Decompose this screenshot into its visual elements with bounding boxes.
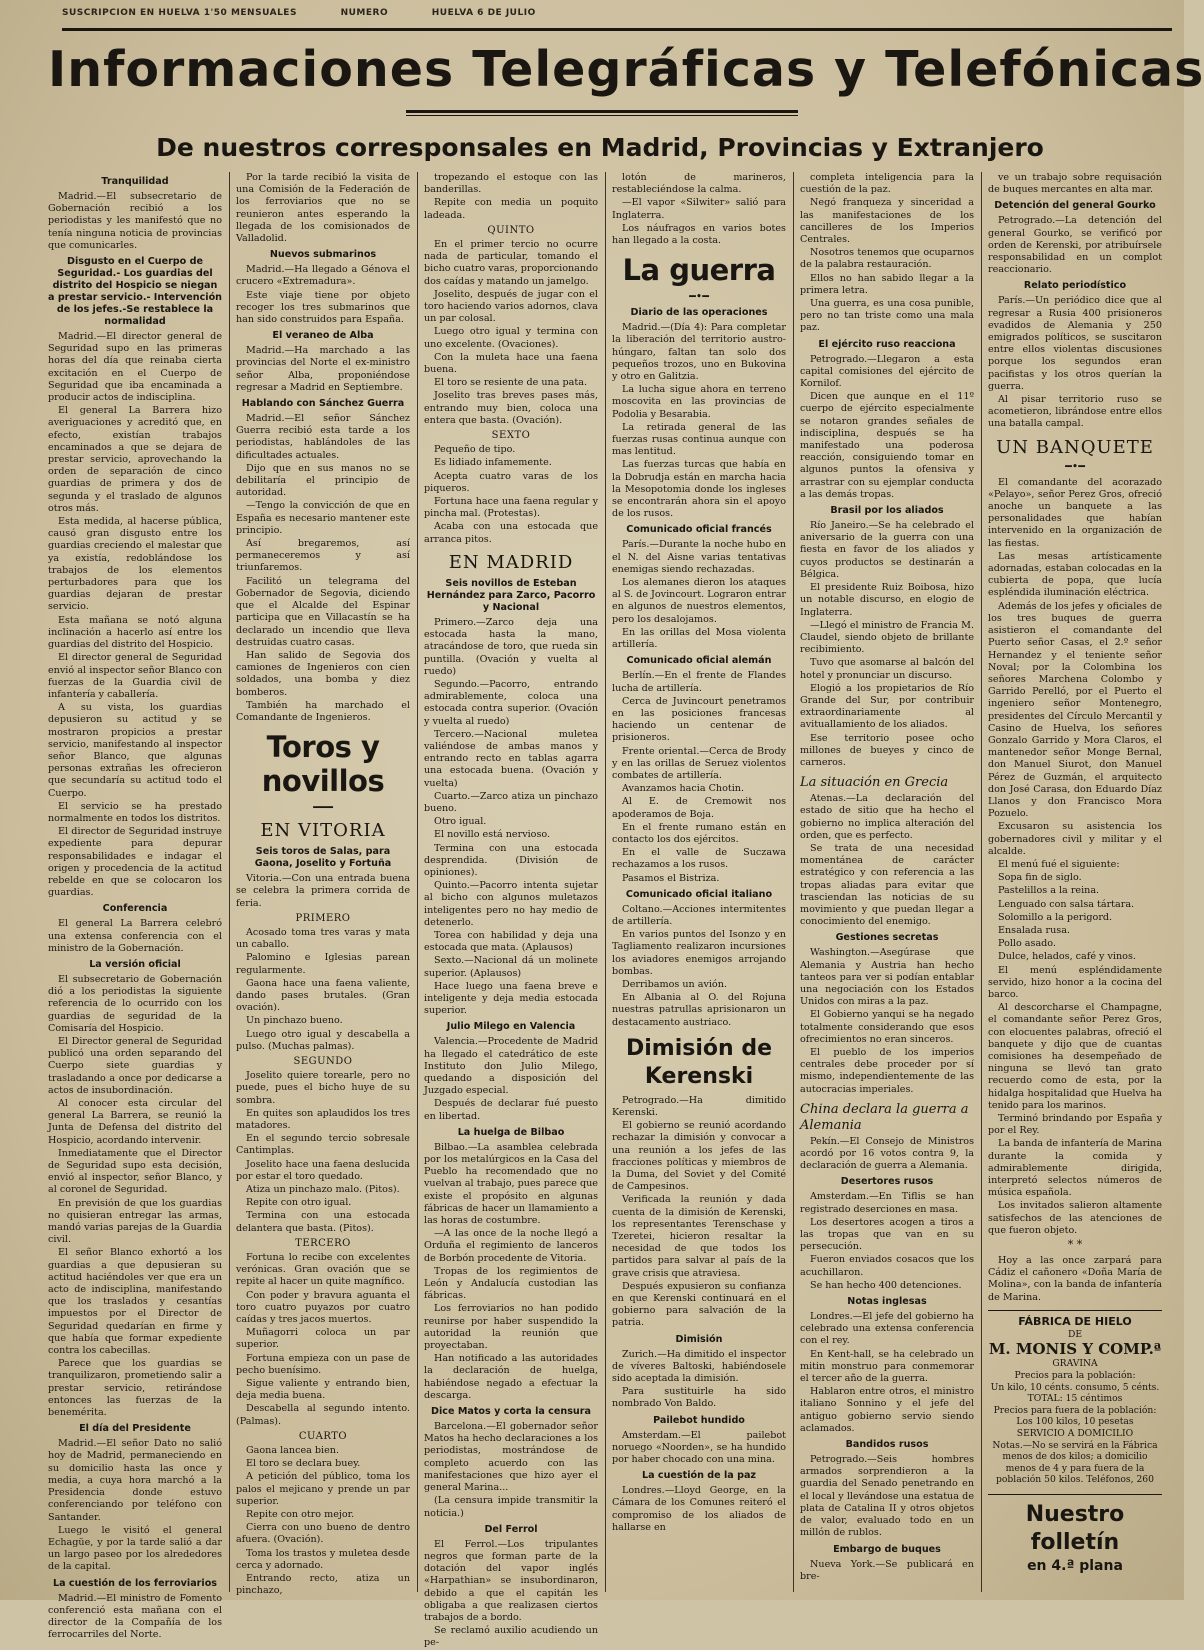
article-paragraph: Los invitados salieron altamente satisfechos de las atenciones de que fueron objeto.	[988, 1200, 1162, 1236]
article-paragraph: Facilitó un telegrama del Gobernador de Segovia, diciendo que el Alcalde del Espinar participa que en Villacastín se ha declarado un incendio que lleva destruidas cuatro casas.	[236, 575, 410, 648]
article-paragraph: Acepta cuatro varas de los piqueros.	[424, 470, 598, 494]
article-paragraph: Torea con habilidad y deja una estocada que mata. (Aplausos)	[424, 929, 598, 954]
columns-area	[48, 172, 1172, 1649]
article-paragraph: Sigue valiente y entrando bien, deja media buena.	[236, 1378, 410, 1402]
article-paragraph: Joselito hace una faena deslucida por estar el toro quedado.	[236, 1158, 410, 1182]
article-paragraph: Tropas de los regimientos de León y Andalucía custodian las fábricas.	[424, 1265, 598, 1302]
italic-headline: La situación en Grecia	[800, 775, 949, 791]
article-paragraph: Por la tarde recibió la visita de una Comisión de la Federación de los ferroviarios que no se reunieron antes esperando la llegada de los comisionados de Valladolid.	[236, 172, 410, 245]
article-paragraph: Esta medida, al hacerse pública, causó gran disgusto entre los guardias creciendo el malestar que ya existía, redoblándose los trabajos de los elementos perturbadores para que los guardias dejaran de prestar servicio.	[48, 516, 222, 613]
article-paragraph: Frente oriental.—Cerca de Brody y en las orillas de Seruez violentos combates de artillería.	[612, 745, 786, 781]
column-4	[612, 172, 786, 1592]
section-label: QUINTO	[487, 224, 535, 236]
article-paragraph: Fortuna lo recibe con excelentes verónicas. Gran ovación que se repite al hacer un quite magnífico.	[236, 1252, 410, 1288]
article-paragraph: Terminó brindando por España y por el Rey.	[988, 1113, 1162, 1137]
section-label: TERCERO	[295, 1237, 351, 1249]
article-paragraph: Madrid.—El subsecretario de Gobernación recibió a los periodistas y les manifestó que no tenía ninguna noticia de provincias que comunicarles.	[48, 191, 222, 251]
article-headline: Gestiones secretas	[835, 932, 939, 944]
section-label: SEGUNDO	[293, 1055, 353, 1067]
article-paragraph: Primero.—Zarco deja una estocada hasta la mano, atracándose de toro, que rueda sin puntilla. (Ovación y vuelta al ruedo)	[424, 616, 598, 677]
article-paragraph: Pekín.—El Consejo de Ministros acordó por 16 votos contra 9, la declaración de guerra a Alemania.	[800, 1135, 974, 1172]
article-headline: Disgusto en el Cuerpo de Seguridad.- Los guardias del distrito del Hospicio se niegan a prestar servicio.- Intervención de los jefes.-Se restablece la normalidad	[48, 256, 222, 328]
article-paragraph: Joselito, después de jugar con el toro haciendo varios adornos, clava un par colosal.	[424, 288, 598, 325]
article-paragraph: El toro se resiente de una pata.	[434, 377, 587, 389]
article-paragraph: Fortuna empieza con un pase de pecho buenísimo.	[236, 1352, 410, 1376]
article-paragraph: A su vista, los guardias depusieron su actitud y se mostraron propicios a prestar servicio, manifestando al inspector señor Blanco, que algunas personas extrañas les ofrecieron que secundaría su actitud todo el Cuerpo.	[48, 702, 222, 799]
article-paragraph: Los desertores acogen a tiros a las tropas que van en su persecución.	[800, 1216, 974, 1253]
column-1	[48, 172, 222, 1641]
article-paragraph: En el primer tercio no ocurre nada de particular, tomando el bicho cuatro varas, proporcionando dos caídas y matando un jamelgo.	[424, 239, 598, 287]
article-paragraph: Dicen que aunque en el 11º cuerpo de ejército especialmente se notaron grandes señales de indisciplina, después se ha manifestado una poderosa reacción, consiguiendo tomar en algunos puntos la ofensiva y arrastrar con su ejemplar conducta a las demás tropas.	[800, 391, 974, 500]
ad-line: Los 100 kilos, 10 pesetas	[1016, 1416, 1134, 1428]
article-paragraph: Tuvo que asomarse al balcón del hotel y pronunciar un discurso.	[800, 657, 974, 681]
article-paragraph: El gobierno se reunió acordando rechazar la dimisión y convocar a una reunión a los jefes de las fracciones políticas y miembros de la Duma, del Soviet y del Comité de Campesinos.	[612, 1120, 786, 1193]
article-paragraph: Berlín.—En el frente de Flandes lucha de artillería.	[612, 670, 786, 694]
article-paragraph: En previsión de que los guardias no quisieran entregar las armas, mandó varias parejas de la Guardia civil.	[48, 1197, 222, 1246]
section-masthead: Informaciones Telegráficas y Telefónicas	[48, 41, 1204, 98]
article-paragraph: También ha marchado el Comandante de Ingenieros.	[236, 699, 410, 723]
article-paragraph: Londres.—El jefe del gobierno ha celebrado una extensa conferencia con el rey.	[800, 1311, 974, 1347]
article-paragraph: En las orillas del Mosa violenta artillería.	[612, 626, 786, 651]
article-paragraph: En quites son aplaudidos los tres matadores.	[236, 1107, 410, 1131]
article-paragraph: —Tengo la convicción de que en España es necesario mantener este principio.	[236, 500, 410, 536]
article-paragraph: El menú espléndidamente servido, hizo honor a la cocina del barco.	[988, 964, 1162, 1000]
article-headline: Detención del general Gourko	[994, 200, 1156, 212]
article-paragraph: En el segundo tercio sobresale Cantimplas.	[236, 1133, 410, 1157]
article-paragraph: El general La Barrera celebró una extensa conferencia con el ministro de la Gobernación.	[48, 918, 222, 954]
article-paragraph: Atiza un pinchazo malo. (Pitos).	[246, 1184, 400, 1195]
article-headline: La cuestión de los ferroviarios	[52, 1577, 217, 1589]
article-paragraph: París.—Durante la noche hubo en el N. del Aisne varias tentativas enemigas siendo rechazadas.	[612, 539, 786, 575]
ornament-rule: * *	[1067, 1238, 1083, 1252]
major-headline: Toros y novillos	[261, 730, 385, 799]
article-paragraph: Fueron enviados cosacos que los acuchillaron.	[800, 1254, 974, 1278]
article-paragraph: Amsterdam.—En Tiflis se han registrado deserciones en masa.	[800, 1191, 974, 1215]
article-paragraph: Para sustituirle ha sido nombrado Von Baldo.	[612, 1386, 786, 1410]
article-paragraph: El director general de Seguridad envió al inspector señor Blanco con fuerzas de la Guardia civil de infantería y caballería.	[48, 652, 222, 700]
article-paragraph: Gaona hace una faena valiente, dando pases brutales. (Gran ovación).	[236, 977, 410, 1014]
section-headline: EN MADRID	[448, 551, 574, 573]
article-paragraph: Repite con otro mejor.	[246, 1509, 355, 1521]
column-rule	[981, 172, 982, 1592]
article-paragraph: Luego le visitó el general Echagüe, y por la tarde salió a dar un largo paseo por los alrededores de la capital.	[48, 1524, 222, 1573]
ad-line: Notas.—No se servirá en la Fábrica menos de dos kilos; a domicilio menos de 4 y para fuera de la población 50 kilos. Teléfonos, 260	[992, 1439, 1158, 1486]
article-headline: Dimisión	[675, 1333, 723, 1345]
article-paragraph: Acaba con una estocada que arranca pitos.	[424, 521, 598, 545]
article-paragraph: Vitoria.—Con una entrada buena se celebra la primera corrida de feria.	[236, 873, 410, 909]
article-paragraph: Cerca de Juvincourt penetramos en las posiciones francesas haciendo un centenar de prisioneros.	[612, 695, 786, 744]
ornament-rule: ━━━	[313, 801, 333, 815]
article-paragraph: El Director general de Seguridad publicó una orden separando del Cuerpo siete guardias y trasladando a once por dedicarse a actos de insubordinación.	[48, 1035, 222, 1096]
article-headline: Comunicado oficial alemán	[626, 655, 772, 667]
article-paragraph: Los ferroviarios no han podido reunirse por haber suspendido la autoridad la reunión que proyectaban.	[424, 1303, 598, 1352]
article-paragraph: Con poder y bravura aguanta el toro cuatro puyazos por cuatro caídas y tres jacos muertos.	[236, 1289, 410, 1326]
article-paragraph: París.—Un periódico dice que al regresar a Rusia 400 prisioneros evadidos de Alemania y 250 emigrados políticos, se suscitaron entre ellos violentas discusiones porque los segundos eran pacifistas y los otros querían la guerra.	[988, 295, 1162, 392]
article-paragraph: Ensalada rusa.	[998, 924, 1070, 936]
article-headline: Seis novillos de Esteban Hernández para Zarco, Pacorro y Nacional	[426, 577, 596, 613]
column-3	[424, 172, 598, 1649]
article-paragraph: Otro igual.	[434, 816, 487, 828]
article-headline: Dice Matos y corta la censura	[431, 1406, 591, 1418]
article-paragraph: Los alemanes dieron los ataques al S. de Jovincourt. Lograron entrar en algunos de nuestros elementos, pero los desalojamos.	[612, 577, 786, 625]
article-paragraph: Después expusieron su confianza en que Kerenski continuará en el gobierno para salvación de la patria.	[612, 1280, 786, 1329]
article-paragraph: A petición del público, toma los palos el mejicano y prende un par superior.	[236, 1471, 410, 1507]
article-paragraph: Pastelillos a la reina.	[998, 885, 1100, 897]
article-paragraph: Ellos no han sabido llegar a la primera letra.	[800, 272, 974, 296]
article-paragraph: Muñagorri coloca un par superior.	[236, 1327, 410, 1351]
article-paragraph: —Llegó el ministro de Francia M. Claudel, siendo objeto de brillante recibimiento.	[800, 619, 974, 656]
article-paragraph: Petrogrado.—Ha dimitido Kerenski.	[612, 1094, 786, 1118]
article-paragraph: Zurich.—Ha dimitido el inspector de víveres Baltoski, habiéndosele sido aceptada la dimisión.	[612, 1348, 786, 1385]
article-paragraph: Han notificado a las autoridades la declaración de huelga, habiéndose negado a efectuar la descarga.	[424, 1353, 598, 1401]
article-paragraph: El comandante del acorazado «Pelayo», señor Perez Gros, ofreció anoche un banquete a las personalidades que habían intervenido en la organización de las fiestas.	[988, 476, 1162, 549]
article-paragraph: En Kent-hall, se ha celebrado un mitin monstruo para conmemorar el tercer año de la guerra.	[800, 1348, 974, 1385]
article-paragraph: Las fuerzas turcas que había en la Dobrudja están en marcha hacia la Mesopotomia donde los ingleses se encontrarán ahora sin el apoyo de los rusos.	[612, 459, 786, 520]
article-paragraph: Madrid.—Ha llegado a Génova el crucero «Extremadura».	[236, 264, 410, 288]
ad-line: Precios para fuera de la población:	[993, 1404, 1157, 1416]
article-paragraph: Negó franqueza y sinceridad a las manifestaciones de los cancilleres de los Imperios Centrales.	[800, 197, 974, 246]
article-headline: Relato periodístico	[1023, 280, 1127, 292]
article-headline: Tranquilidad	[101, 176, 169, 187]
article-paragraph: Petrogrado.—Llegaron a esta capital comisiones del ejército de Kornilof.	[800, 353, 974, 390]
article-paragraph: Nosotros tenemos que ocuparnos de la palabra restauración.	[800, 247, 974, 271]
article-paragraph: Se han hecho 400 detenciones.	[810, 1279, 962, 1291]
article-paragraph: Así bregaremos, así permaneceremos y así triunfaremos.	[236, 538, 410, 574]
article-paragraph: Petrogrado.—La detención del general Gourko, se verificó por orden de Kerenski, por atribuírsele responsabilidad en un complot reaccionario.	[988, 215, 1162, 276]
article-paragraph: Se reclamó auxilio acudiendo un pe-	[424, 1625, 598, 1649]
article-headline: Hablando con Sánchez Guerra	[241, 398, 405, 410]
article-headline: Seis toros de Salas, para Gaona, Joselito y Fortuña	[254, 846, 392, 870]
column-rule	[605, 172, 606, 1592]
article-paragraph: Lenguado con salsa tártara.	[998, 898, 1135, 910]
article-paragraph: Luego otro igual y descabella a pulso. (Muchas palmas).	[236, 1028, 410, 1052]
article-headline: El día del Presidente	[79, 1423, 191, 1435]
ornament-rule: ━•━	[1065, 459, 1085, 473]
article-paragraph: Se trata de una necesidad momentánea de carácter estratégico y con referencia a las tropas aliadas para evitar que trasciendan las noticias de su movimiento y que puedan llegar a conocimiento del enemigo.	[800, 842, 974, 928]
section-label: SEXTO	[491, 430, 531, 442]
article-paragraph: Madrid.—El señor Dato no salió hoy de Madrid, permaneciendo en su domicilio hasta las once y media, a cuya hora marchó a la Presidencia donde estuvo conferenciando por teléfono con Santander.	[48, 1438, 222, 1523]
article-paragraph: En varios puntos del Isonzo y en Tagliamento realizaron incursiones los aviadores enemigos arrojando bombas.	[612, 929, 786, 977]
article-headline: Conferencia	[102, 903, 168, 915]
folletin-page: en 4.ª plana	[1027, 1557, 1123, 1574]
column-rule	[793, 172, 794, 1592]
major-headline: Dimisión de Kerenski	[625, 1035, 772, 1089]
article-paragraph: Río Janeiro.—Se ha celebrado el aniversario de la guerra con una fiesta en favor de los aliados y cuyos productos se destinarán a Bélgica.	[800, 520, 974, 580]
article-paragraph: Derribamos un avión.	[622, 978, 727, 990]
article-paragraph: Sexto.—Nacional dá un molinete superior. (Aplausos)	[424, 955, 598, 979]
article-paragraph: Pollo asado.	[998, 938, 1056, 950]
article-paragraph: Madrid.—El ministro de Fomento conferenció esta mañana con el director de la Compañía de los ferrocarriles del Norte.	[48, 1592, 222, 1641]
ad-place: GRAVINA	[1052, 1358, 1098, 1370]
article-paragraph: Atenas.—La declaración del estado de sitio que ha hecho el gobierno no implica alteración del orden, que es perfecto.	[800, 793, 974, 841]
article-paragraph: Tercero.—Nacional muletea valiéndose de ambas manos y entrando recto en tablas agarra una estocada buena. (Ovación y vuelta)	[424, 728, 598, 789]
article-paragraph: El novillo está nervioso.	[434, 829, 551, 841]
article-paragraph: Dulce, helados, café y vinos.	[998, 951, 1136, 963]
article-paragraph: lotón de marineros, restableciéndose la calma.	[612, 172, 786, 196]
italic-headline: China declara la guerra a Alemania	[800, 1101, 969, 1133]
ad-title: FÁBRICA DE HIELO	[1018, 1314, 1132, 1328]
article-paragraph: Al conocer esta circular del general La Barrera, se reunió la Junta de Defensa del distrito del Hospicio, acordando intervenir.	[48, 1098, 222, 1146]
article-paragraph: Una guerra, es una cosa punible, pero no tan triste como una mala paz.	[800, 298, 974, 334]
article-paragraph: Joselito quiere torearle, pero no puede, pues el bicho huye de su sombra.	[236, 1070, 410, 1106]
article-headline: Diario de las operaciones	[630, 307, 768, 319]
section-label: PRIMERO	[295, 912, 351, 924]
article-paragraph: Bilbao.—La asamblea celebrada por los metalúrgicos en la Casa del Pueblo ha recomendado que no vuelvan al trabajo, pues parece que existe el propósito en algunas fábricas de hacer un llamamiento a las horas de costumbre.	[424, 1141, 598, 1227]
article-headline: La cuestión de la paz	[641, 1470, 757, 1482]
ad-line: Precios para la población:	[1014, 1370, 1136, 1382]
article-paragraph: Han salido de Segovia dos camiones de Ingenieros con cien soldados, una bomba y diez bomberos.	[236, 649, 410, 698]
article-paragraph: Madrid.—(Día 4): Para completar la liberación del territorio austro-húngaro, faltan tan solo dos pequeños trozos, uno en Bukovina y otro en Galitzia.	[612, 322, 786, 383]
article-paragraph: Entrando recto, atiza un pinchazo,	[236, 1573, 410, 1597]
article-paragraph: El subsecretario de Gobernación dió a los periodistas la siguiente referencia de lo ocurrido con los guardias de seguridad de la Comisaría del Hospicio.	[48, 973, 222, 1034]
issue-number: NUMERO	[340, 8, 389, 18]
article-paragraph: Madrid.—Ha marchado a las provincias del Norte el ex-ministro señor Alba, proponiéndose regresar a Madrid en Septiembre.	[236, 345, 410, 393]
article-paragraph: Pequeño de tipo.	[434, 444, 516, 456]
article-headline: Bandidos rusos	[845, 1439, 929, 1451]
article-headline: Julio Milego en Valencia	[446, 1021, 576, 1033]
ad-company: M. MONIS Y COMP.ª	[988, 1340, 1162, 1359]
article-headline: La versión oficial	[89, 958, 181, 970]
article-paragraph: Barcelona.—El gobernador señor Matos ha hecho declaraciones a los periodistas, mostrándose de completo acuerdo con las manifestaciones que hizo ayer el general Marina...	[424, 1421, 598, 1494]
article-paragraph: Con la muleta hace una faena buena.	[424, 351, 598, 376]
article-paragraph: El pueblo de los imperios centrales debe proceder por sí mismo, independientemente de las autocracias imperiales.	[800, 1047, 974, 1095]
article-paragraph: Toma los trastos y muletea desde cerca y adornado.	[236, 1547, 410, 1571]
article-paragraph: La lucha sigue ahora en terreno moscovita en las provincias de Podolia y Besarabia.	[612, 384, 786, 420]
article-paragraph: Al E. de Cremowit nos apoderamos de Boja.	[612, 796, 786, 820]
ad-body	[988, 1370, 1162, 1486]
article-paragraph: Hace luego una faena breve e inteligente y deja media estocada superior.	[424, 980, 598, 1017]
article-paragraph: Al pisar territorio ruso se acometieron, librándose entre ellos una batalla campal.	[988, 394, 1162, 430]
article-paragraph: ve un trabajo sobre requisación de buques mercantes en alta mar.	[988, 172, 1162, 196]
article-paragraph: El general La Barrera hizo averiguaciones y acreditó que, en efecto, existían trabajos encaminados a que se dejara de prestar servicio, aprovechando la orden de separación de cinco guardias de primera y dos de segunda y el traslado de algunos otros más.	[48, 405, 222, 514]
issue-date: HUELVA 6 DE JULIO	[431, 8, 536, 18]
article-paragraph: Después de declarar fué puesto en libertad.	[424, 1098, 598, 1122]
article-paragraph: Avanzamos hacia Chotin.	[622, 783, 745, 795]
article-paragraph: En el frente rumano están en contacto los dos ejércitos.	[612, 821, 786, 845]
article-paragraph: El servicio se ha prestado normalmente en todos los distritos.	[48, 800, 222, 824]
section-label: CUARTO	[298, 1430, 348, 1442]
column-rule	[417, 172, 418, 1592]
article-paragraph: Descabella al segundo intento. (Palmas).	[236, 1403, 410, 1427]
ad-line: SERVICIO A DOMICILIO	[1016, 1428, 1134, 1440]
article-paragraph: tropezando el estoque con las banderillas.	[424, 172, 598, 196]
article-headline: El veraneo de Alba	[272, 330, 374, 342]
article-headline: Desertores rusos	[840, 1176, 934, 1188]
folletin-title: Nuestro folletín	[1025, 1501, 1125, 1555]
article-paragraph: El director de Seguridad instruye expediente para depurar responsabilidades e indagar el origen y procedencia de la actitud rebelde en que se colocaron los guardias.	[48, 826, 222, 899]
column-2	[236, 172, 410, 1597]
article-headline: La huelga de Bilbao	[457, 1126, 565, 1138]
ice-factory-ad	[988, 1310, 1162, 1486]
article-paragraph: Madrid.—El señor Sánchez Guerra recibió esta tarde a los periodistas, hablándoles de las dificultades actuales.	[236, 413, 410, 461]
article-paragraph: La retirada general de las fuerzas rusas continua aunque con mas lentitud.	[612, 421, 786, 458]
article-paragraph: —El vapor «Silwiter» salió para Inglaterra.	[612, 197, 786, 221]
article-paragraph: Dijo que en sus manos no se debilitaría el principio de autoridad.	[236, 462, 410, 499]
article-headline: Pailebot hundido	[653, 1414, 745, 1426]
section-subhead: De nuestros corresponsales en Madrid, Provincias y Extranjero	[156, 133, 1044, 162]
article-paragraph: Segundo.—Pacorro, entrando admirablemente, coloca una estocada contra superior. (Ovación y vuelta al ruedo)	[424, 678, 598, 727]
article-paragraph: Los náufragos en varios botes han llegado a la costa.	[612, 222, 786, 247]
article-paragraph: Gaona lancea bien.	[246, 1445, 340, 1457]
article-paragraph: Fortuna hace una faena regular y pincha mal. (Protestas).	[424, 496, 598, 520]
section-headline: EN VITORIA	[260, 820, 386, 842]
article-paragraph: Nueva York.—Se publicará en bre-	[800, 1558, 974, 1582]
article-paragraph: Amsterdam.—El pailebot noruego «Noorden», se ha hundido por haber chocado con una mina.	[612, 1429, 786, 1466]
article-paragraph: Petrogrado.—Seis hombres armados sorprendieron a la guardia del Senado penetrando en el local y llevándose una estatua de plata de Catalina II y otros objetos de valor, evaluado todo en un millón de rublos.	[800, 1454, 974, 1539]
article-paragraph: Luego otro igual y termina con uno excelente. (Ovaciones).	[424, 326, 598, 350]
article-paragraph: Cuarto.—Zarco atiza un pinchazo bueno.	[424, 790, 598, 814]
article-paragraph: Palomino e Iglesias parean regularmente.	[236, 952, 410, 976]
article-paragraph: (La censura impide transmitir la noticia.)	[424, 1495, 598, 1519]
article-paragraph: El señor Blanco exhortó a los guardias a que depusieran su actitud haciéndoles ver que era un acto de indisciplina, manifestando que los traslados y cesantías impuestos por el Director de Seguridad quedarían en firme y que había que formar expediente contra los cabecillas.	[48, 1247, 222, 1357]
article-paragraph: Ese territorio posee ocho millones de bueyes y cinco de carneros.	[800, 732, 974, 768]
article-paragraph: El toro se declara buey.	[246, 1458, 361, 1470]
article-paragraph: —A las once de la noche llegó a Orduña el regimiento de lanceros de Borbón procedente de Vitoria.	[424, 1228, 598, 1264]
article-paragraph: Valencia.—Procedente de Madrid ha llegado el catedrático de este Instituto don Julio Milego, quedando a disposición del Juzgado especial.	[424, 1036, 598, 1097]
article-headline: Del Ferrol	[484, 1523, 538, 1535]
article-paragraph: Este viaje tiene por objeto recoger los tres submarinos que han sido construidos para España.	[236, 289, 410, 326]
article-paragraph: Excusaron su asistencia los gobernadores civil y militar y el alcalde.	[988, 821, 1162, 857]
article-paragraph: Repite con otro igual.	[246, 1197, 352, 1209]
article-headline: Brasil por los aliados	[830, 505, 944, 517]
article-paragraph: Madrid.—El director general de Seguridad supo en las primeras horas del día que reinaba cierta excitación en el Cuerpo de Seguridad que iba encaminada a producir actos de indisciplina.	[48, 331, 222, 404]
article-headline: Nuevos submarinos	[269, 249, 377, 261]
ad-line: Un kilo, 10 cénts. consumo, 5 cénts.	[990, 1381, 1160, 1393]
article-headline: Comunicado oficial francés	[626, 524, 772, 536]
article-paragraph: Quinto.—Pacorro intenta sujetar al bicho con algunos muletazos inteligentes pero no hay medio de detenerlo.	[424, 880, 598, 928]
article-paragraph: Washington.—Asegúrase que Alemania y Austria han hecho tanteos para ver si podían entablar una negociación con los Estados Unidos con miras a la paz.	[800, 947, 974, 1008]
article-headline: Notas inglesas	[847, 1296, 927, 1308]
article-paragraph: Repite con media un poquito ladeada.	[424, 197, 598, 221]
article-paragraph: Es lidiado infamemente.	[434, 457, 552, 469]
article-paragraph: El Ferrol.—Los tripulantes negros que forman parte de la dotación del vapor inglés «Harpathian» se insubordinaron, debido a que el capitán les obligaba a que realizasen ciertos trabajos de a bordo.	[424, 1538, 598, 1623]
ad-de: DE	[1067, 1328, 1083, 1340]
masthead-rule	[406, 110, 798, 113]
column-rule	[229, 172, 230, 1592]
article-paragraph: El presidente Ruiz Boibosa, hizo un notable discurso, en elogio de Inglaterra.	[800, 582, 974, 618]
article-paragraph: Solomillo a la perigord.	[998, 911, 1113, 923]
article-headline: Embargo de buques	[833, 1543, 941, 1555]
article-paragraph: Joselito tras breves pases más, entrando muy bien, coloca una entera que basta. (Ovación).	[424, 390, 598, 426]
article-headline: Comunicado oficial italiano	[625, 888, 773, 900]
article-paragraph: Hoy a las once zarpará para Cádiz el cañonero «Doña María de Molina», con la banda de infantería de Marina.	[988, 1255, 1162, 1303]
folletin-box	[988, 1494, 1162, 1575]
section-headline: UN BANQUETE	[996, 436, 1154, 458]
article-paragraph: Termina con una estocada desprendida. (División de opiniones).	[424, 842, 598, 878]
article-paragraph: Termina con una estocada delantera que basta. (Pitos).	[236, 1210, 410, 1234]
article-paragraph: Pasamos el Bistriza.	[622, 872, 720, 884]
article-paragraph: El Gobierno yanqui se ha negado totalmente considerando que esos ofrecimientos no eran sinceros.	[800, 1009, 974, 1045]
article-paragraph: Sopa fin de siglo.	[998, 872, 1082, 884]
ornament-rule: ━•━	[689, 290, 709, 304]
article-paragraph: Las mesas artísticamente adornadas, estaban colocadas en la cubierta de popa, que lucía espléndida iluminación eléctrica.	[988, 550, 1162, 599]
article-paragraph: Parece que los guardias se tranquilizaron, prometiendo salir a prestar servicio, retirándose entonces las fuerzas de la benemérita.	[48, 1358, 222, 1419]
article-paragraph: Un pinchazo bueno.	[246, 1015, 343, 1027]
top-strip	[62, 8, 1172, 31]
article-headline: El ejército ruso reacciona	[818, 338, 956, 350]
ad-line: TOTAL: 15 céntimos	[1027, 1393, 1123, 1405]
article-paragraph: Elogió a los propietarios de Río Grande del Sur, por contribuir extraordinariamente al avituallamiento de los aliados.	[800, 682, 974, 731]
subscription-note: SUSCRIPCION EN HUELVA 1'50 MENSUALES	[62, 8, 297, 18]
column-5	[800, 172, 974, 1592]
article-paragraph: Coltano.—Acciones intermitentes de artillería.	[612, 903, 786, 927]
article-paragraph: Esta mañana se notó alguna inclinación a hacerlo así entre los guardias del distrito del Hospicio.	[48, 614, 222, 651]
major-headline: La guerra	[622, 253, 776, 288]
article-paragraph: completa inteligencia para la cuestión de la paz.	[800, 172, 974, 196]
article-paragraph: Londres.—Lloyd George, en la Cámara de los Comunes reiteró el compromiso de los aliados de hallarse en	[612, 1485, 786, 1533]
article-paragraph: En el valle de Suczawa rechazamos a los rusos.	[612, 847, 786, 871]
article-paragraph: La banda de infantería de Marina durante la comida y admirablemente dirigida, interpretó selectos números de música española.	[988, 1138, 1162, 1199]
article-paragraph: Además de los jefes y oficiales de los tres buques de guerra asistieron el comandante del Puerto señor Casas, el 2.º señor Hernandez y el teniente señor Noval; por la Colombina los señores Marchena Colombo y Garrido Perelló, por el Puerto el ingeniero señor Montenegro, presidentes del Círculo Mercantil y Casino de Huelva, los señores Gonzalo Garrido y Mora Claros, el mantenedor señor Monge Bernal, don Manuel Siurot, don Manuel Pérez de Guzmán, el arquitecto don José Carasa, don Eduardo Díaz Llanos y don Francisco Mora Pozuelo.	[988, 600, 1162, 820]
article-paragraph: Cierra con uno bueno de dentro afuera. (Ovación).	[236, 1522, 410, 1546]
blocks-slot	[988, 172, 1162, 1304]
article-paragraph: Inmediatamente que el Director de Seguridad supo esta decisión, envió al inspector, señor Blanco, y al coronel de Seguridad.	[48, 1147, 222, 1196]
article-paragraph: El menú fué el siguiente:	[998, 858, 1120, 870]
article-paragraph: Acosado toma tres varas y mata un caballo.	[236, 926, 410, 951]
article-paragraph: Al descorcharse el Champagne, el comandante señor Perez Gros, con elocuentes palabras, ofreció el banquete y dijo que de cuantas comisiones ha desempeñado de ninguna se llevó tan grato recuerdo como de esta, por la hidalga hospitalidad que Huelva ha tenido para los marinos.	[988, 1002, 1162, 1111]
column-6	[988, 172, 1162, 1592]
article-paragraph: En Albania al O. del Rojuna nuestras patrullas aprisionaron un destacamento austriaco.	[612, 992, 786, 1028]
article-paragraph: Verificada la reunión y dada cuenta de la dimisión de Kerenski, los representantes Terenschase y Tzeretei, hicieron resaltar la necesidad de que todos los partidos para salvar al país de la grave crisis que atraviesa.	[612, 1194, 786, 1279]
article-paragraph: Hablaron entre otros, el ministro italiano Sonnino y el jefe del antiguo gobierno servio siendo aclamados.	[800, 1386, 974, 1434]
masthead-rule-thin	[406, 115, 798, 116]
